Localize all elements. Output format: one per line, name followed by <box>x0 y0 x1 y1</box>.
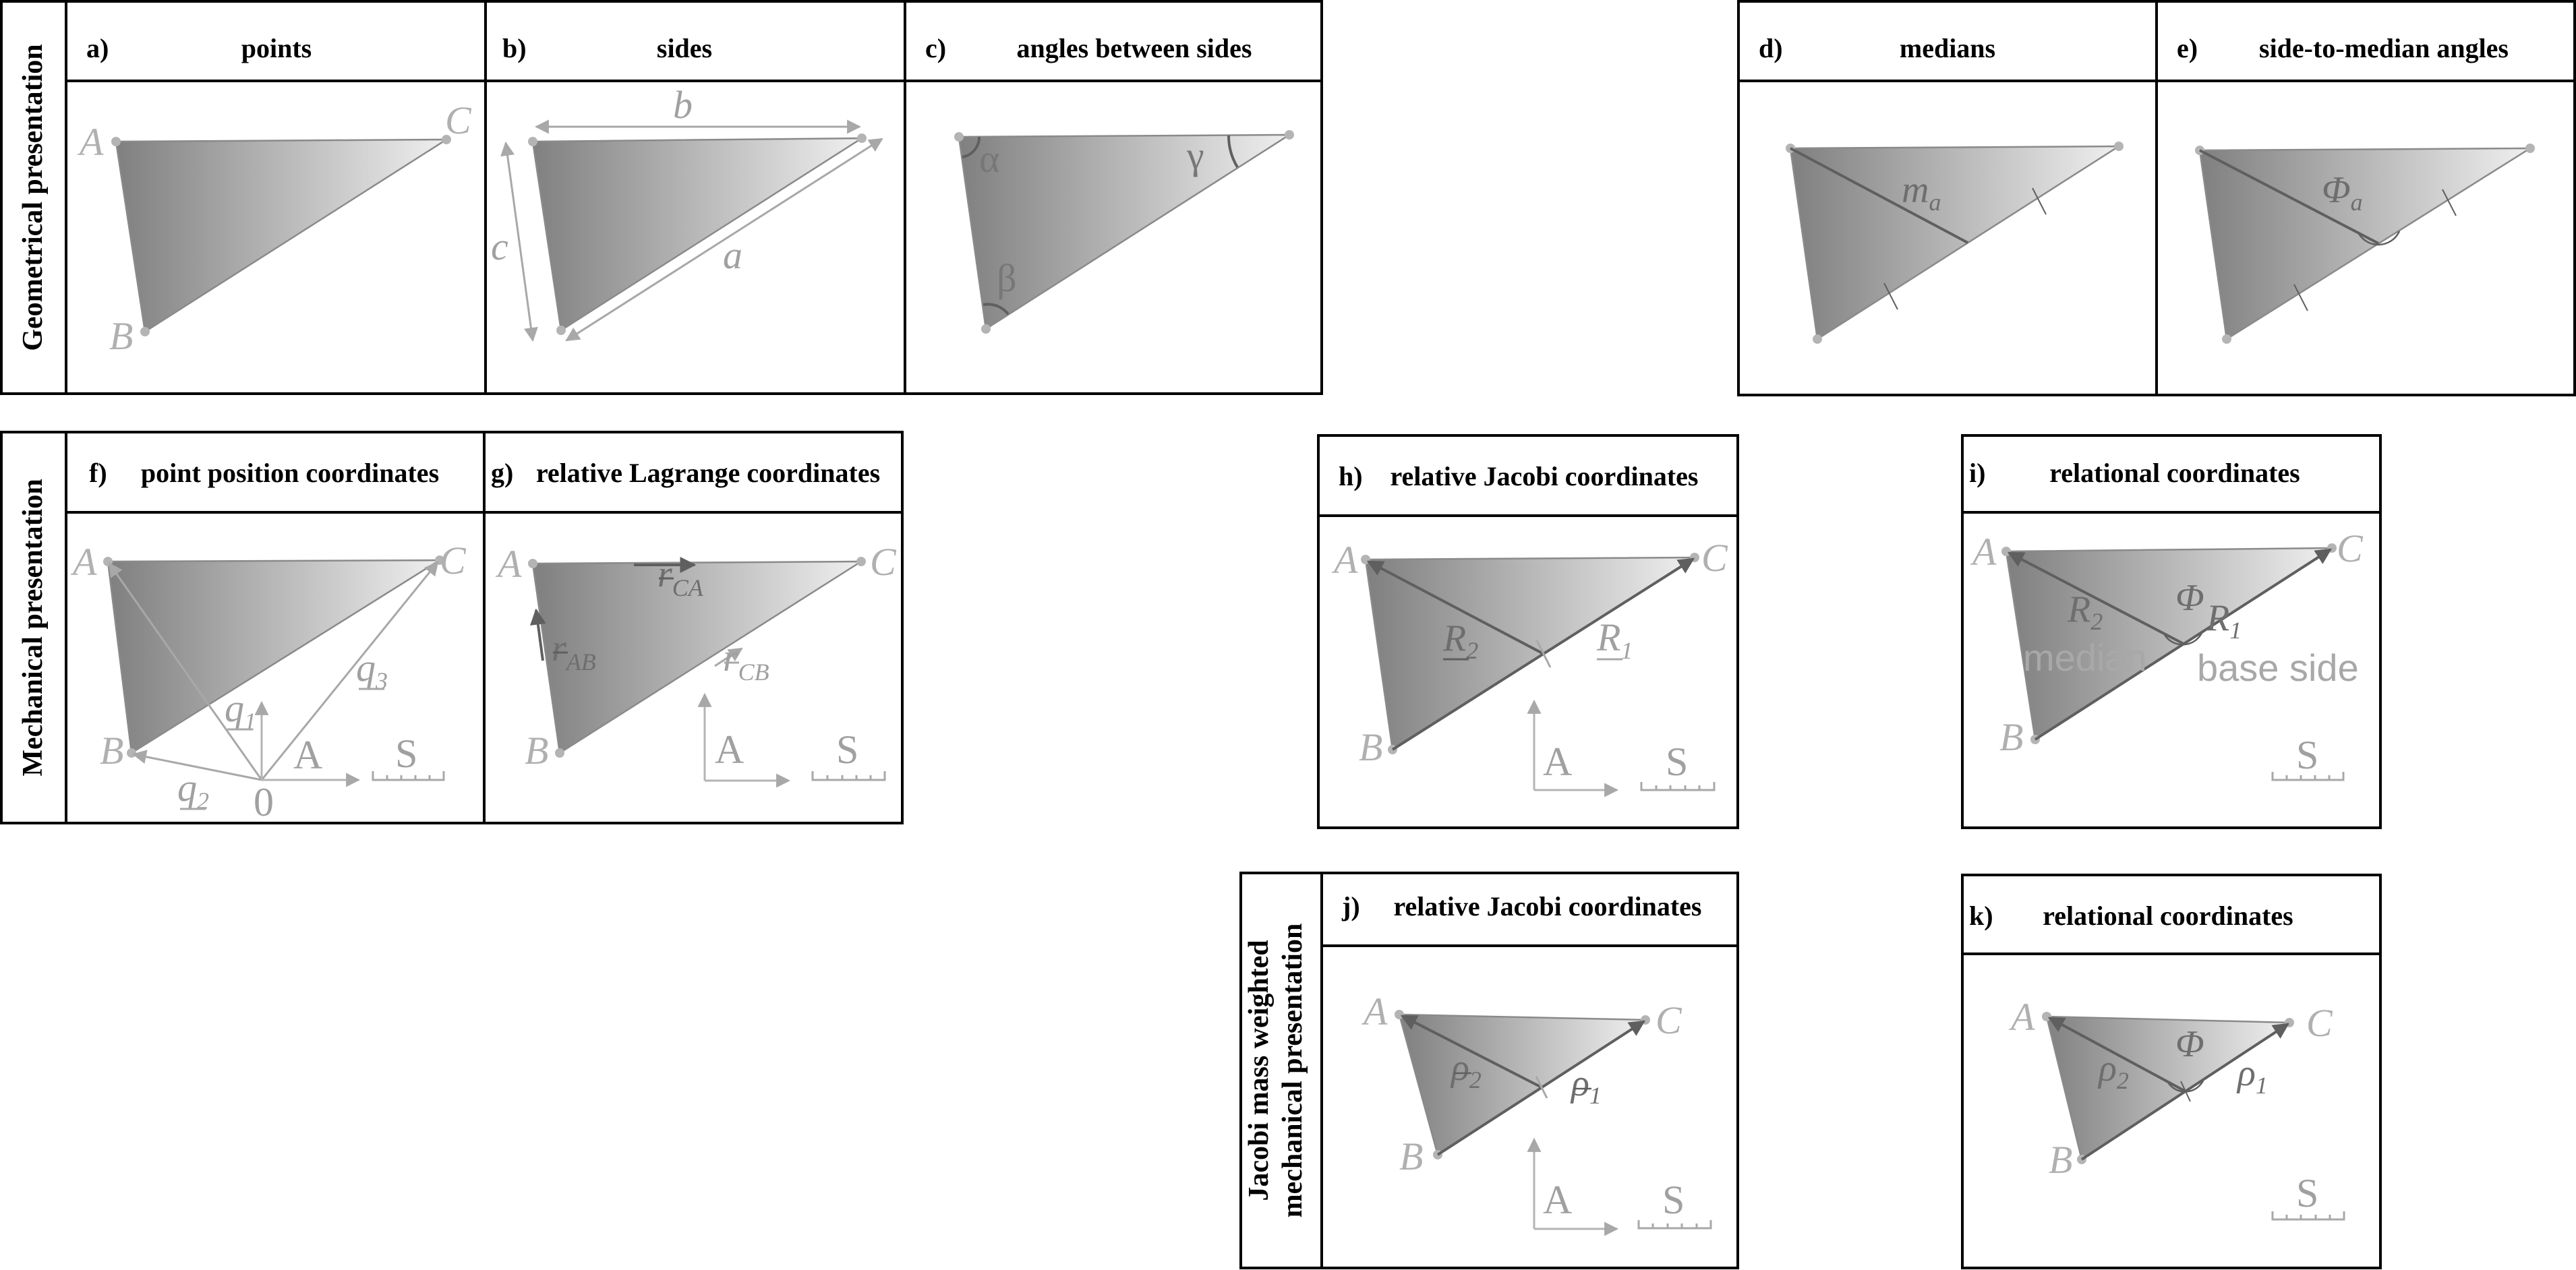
panel-f <box>66 432 484 824</box>
panel-b-title: sides <box>656 33 713 63</box>
label-side-c: c <box>491 224 508 268</box>
panel-h-letter: h) <box>1339 461 1363 491</box>
label-rho2: $\rho_2$ <box>1451 1047 1482 1093</box>
panel-b-letter: b) <box>502 33 527 63</box>
label-r-cb: $r_{CB}$ <box>723 636 769 686</box>
panel-a-letter: a) <box>86 33 109 63</box>
label-side-b: b <box>673 83 693 127</box>
label-base-side: base side <box>2197 646 2359 689</box>
panel-c <box>905 1 1322 394</box>
vertex-b <box>1813 334 1822 344</box>
label-median: $m_a$ <box>1902 169 1941 216</box>
label-frame-s: S <box>395 731 418 776</box>
label-c: C <box>1701 536 1728 580</box>
label-q1: $q_1$ <box>225 686 256 735</box>
label-frame-a: A <box>1543 1178 1573 1222</box>
label-q2: $q_2$ <box>177 766 209 814</box>
label-frame-s: S <box>2296 733 2319 777</box>
panel-j-letter: j) <box>1342 891 1360 921</box>
panel-a-title: points <box>241 33 312 63</box>
panel-e-title: side-to-median angles <box>2259 33 2509 63</box>
label-c: C <box>2306 1001 2333 1045</box>
label-r2: $R_2$ <box>1443 617 1479 664</box>
label-a: A <box>498 542 522 586</box>
row-label-geometric: Geometrical presentation <box>18 44 49 351</box>
vertex-b <box>127 748 136 758</box>
label-phi-a: $\Phi_a$ <box>2322 169 2363 216</box>
vertex-b <box>140 327 150 336</box>
label-b: B <box>2049 1138 2073 1182</box>
label-rho1: $\rho_1$ <box>1571 1062 1602 1109</box>
vertex-b <box>556 326 566 335</box>
panel-d <box>1738 1 2157 395</box>
label-gamma: γ <box>1187 133 1204 177</box>
label-frame-a: A <box>293 733 323 777</box>
vertex-b <box>2222 334 2231 344</box>
label-a: A <box>1334 538 1358 582</box>
label-phi: Φ <box>2175 1023 2204 1065</box>
label-frame-s: S <box>2296 1171 2319 1215</box>
panel-d-letter: d) <box>1759 33 1783 63</box>
panel-k <box>1962 875 2380 1268</box>
panel-h-title: relative Jacobi coordinates <box>1390 461 1699 491</box>
panel-e <box>2157 1 2575 395</box>
label-rho1: $\rho_1$ <box>2237 1052 2268 1099</box>
row-label-jacobi-line2: mechanical presentation <box>1277 923 1308 1218</box>
panel-j <box>1322 873 1738 1268</box>
vertex-b <box>981 324 991 334</box>
label-side-a: a <box>723 233 742 277</box>
panel-i-letter: i) <box>1969 458 1986 488</box>
label-c: C <box>1656 998 1682 1042</box>
label-r-ab: $r_{AB}$ <box>552 628 596 675</box>
vertex-a <box>1395 1010 1404 1019</box>
label-r1: $R_1$ <box>1597 615 1633 664</box>
vertex-c <box>1285 130 1294 140</box>
panel-d-title: medians <box>1899 33 1996 63</box>
panel-c-letter: c) <box>925 33 947 63</box>
label-b: B <box>100 729 124 773</box>
vertex-a <box>954 132 964 142</box>
label-r1: $R_1$ <box>2206 597 2242 644</box>
panel-e-letter: e) <box>2177 33 2198 63</box>
label-a: A <box>1364 990 1388 1033</box>
panel-g-title: relative Lagrange coordinates <box>535 458 881 488</box>
label-a: A <box>2011 995 2035 1039</box>
panel-f-title: point position coordinates <box>140 458 440 488</box>
label-frame-s: S <box>1662 1178 1685 1222</box>
label-a: A <box>80 120 104 164</box>
row-label-jacobi-line1: Jacobi mass weighted <box>1243 940 1275 1201</box>
panel-b <box>486 1 905 394</box>
panel-k-letter: k) <box>1969 901 1993 931</box>
label-c: C <box>445 98 471 142</box>
label-q3: $q_3$ <box>356 646 388 694</box>
label-frame-a: A <box>715 727 744 772</box>
label-b: B <box>1399 1135 1424 1178</box>
vertex-a <box>528 137 537 146</box>
vertex-c <box>856 557 866 566</box>
label-rho2: $\rho_2$ <box>2099 1048 2129 1094</box>
label-phi: Φ <box>2175 577 2204 619</box>
panel-g <box>484 432 902 823</box>
panel-h <box>1318 435 1738 828</box>
label-c: C <box>870 540 896 584</box>
label-c: C <box>2337 526 2363 570</box>
vertex-a <box>2001 547 2011 556</box>
label-b: B <box>525 729 549 773</box>
label-a: A <box>1972 530 1997 574</box>
label-frame-s: S <box>836 727 859 772</box>
vertex-a <box>111 137 121 146</box>
panel-i <box>1962 435 2380 828</box>
panel-c-title: angles between sides <box>1016 33 1252 63</box>
label-frame-s: S <box>1666 739 1689 784</box>
label-b: B <box>109 314 134 358</box>
label-b: B <box>1999 715 2024 759</box>
label-alpha: α <box>979 137 1000 181</box>
label-r2: $R_2$ <box>2068 588 2103 635</box>
label-beta: β <box>997 256 1017 300</box>
label-origin: 0 <box>254 780 274 824</box>
label-frame-a: A <box>1543 739 1573 784</box>
row-label-mechanical: Mechanical presentation <box>18 479 49 777</box>
panel-j-title: relative Jacobi coordinates <box>1393 891 1702 921</box>
vertex-a <box>2042 1012 2051 1021</box>
panel-i-title: relational coordinates <box>2049 458 2300 488</box>
panel-a <box>66 1 486 394</box>
panel-f-letter: f) <box>89 458 107 488</box>
panel-g-letter: g) <box>491 458 514 488</box>
vertex-c <box>857 133 867 143</box>
label-median: median <box>2023 636 2147 679</box>
vertex-c <box>2114 142 2124 151</box>
vertex-a <box>528 559 537 568</box>
vertex-b <box>555 748 564 758</box>
label-a: A <box>73 540 97 584</box>
panel-k-title: relational coordinates <box>2043 901 2293 931</box>
label-c: C <box>440 539 466 582</box>
vertex-c <box>2525 144 2535 153</box>
label-b: B <box>1359 725 1383 769</box>
label-r-ca: $r_{CA}$ <box>657 553 703 601</box>
